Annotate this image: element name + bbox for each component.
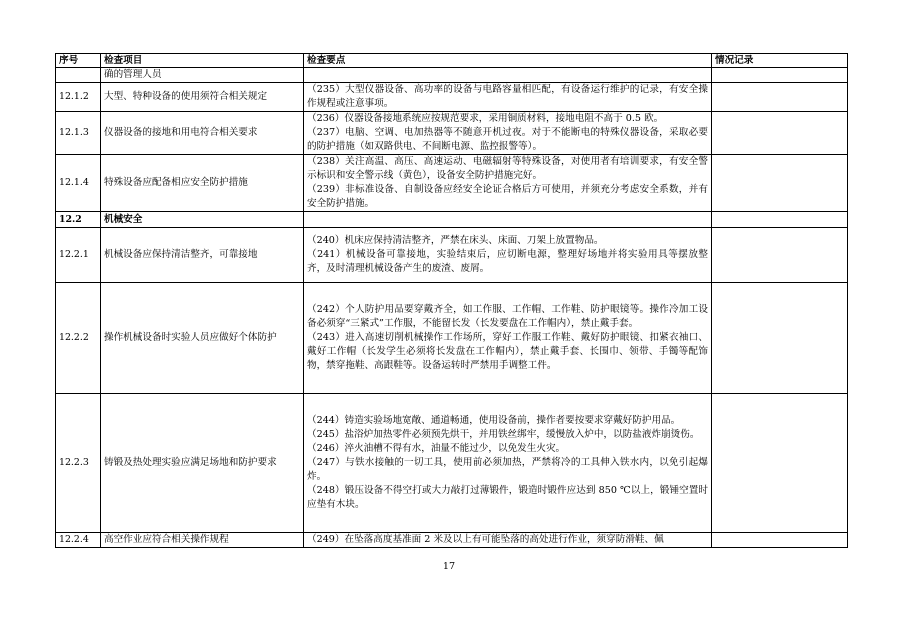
check-point: （244）铸造实验场地宽敞、通道畅通，使用设备前，操作者要按要求穿戴好防护用品。 [307,415,681,426]
row-points [304,394,712,533]
check-point: （238）关注高温、高压、高速运动、电磁辐射等特殊设备，对使用者有培训要求，有安全警示标识和安全警示线（黄色），设备安全防护措施完好。 [307,156,708,181]
row-record [712,83,848,112]
header-item: 检查项目 [101,54,304,68]
check-point: （247）与铁水接触的一切工具，使用前必须加热，严禁将冷的工具伸入铁水内，以免引起爆炸。 [307,457,708,482]
row-record [712,533,848,548]
row-points [304,112,712,155]
row-seq: 12.2.4 [56,533,101,548]
row-points [304,212,712,228]
row-points [304,68,712,83]
row-points [304,228,712,283]
row-item: 机械安全 [101,212,304,228]
row-seq: 12.2.1 [56,228,101,283]
row-record [712,394,848,533]
check-point: （246）淬火油槽不得有水，油量不能过少，以免发生火灾。 [307,443,566,454]
page-number: 17 [442,561,456,572]
inspection-table [55,53,848,548]
row-item: 铸锻及热处理实验应满足场地和防护要求 [101,394,304,533]
row-item: 机械设备应保持清洁整齐，可靠接地 [101,228,304,283]
header-points: 检查要点 [304,54,712,68]
table-row [56,533,848,548]
row-points [304,533,712,548]
row-seq: 12.2 [56,212,101,228]
table-row [56,155,848,212]
table-row [56,83,848,112]
row-item: 仪器设备的接地和用电符合相关要求 [101,112,304,155]
row-seq: 12.1.3 [56,112,101,155]
table-row [56,394,848,533]
row-item: 高空作业应符合相关操作规程 [101,533,304,548]
row-record [712,283,848,394]
row-item: 大型、特种设备的使用须符合相关规定 [101,83,304,112]
row-item: 操作机械设备时实验人员应做好个体防护 [101,283,304,394]
row-seq: 12.1.2 [56,83,101,112]
row-item: 特殊设备应配备相应安全防护措施 [101,155,304,212]
row-record [712,112,848,155]
row-points [304,283,712,394]
row-record [712,155,848,212]
check-point: （243）进入高速切削机械操作工作场所，穿好工作服工作鞋、戴好防护眼镜、扣紧衣袖口、戴好工作帽（长发学生必须将长发盘在工作帽内），禁止戴手套、长围巾、领带、手镯等配饰物，禁穿拖鞋、高跟鞋等。设备运转时严禁用手调整工件。 [307,332,708,371]
check-point: （241）机械设备可靠接地，实验结束后，应切断电源，整理好场地并将实验用具等摆放整齐，及时清理机械设备产生的废渣、废屑。 [307,249,708,274]
check-point: （248）锻压设备不得空打或大力敲打过薄锻件，锻造时锻件应达到 850 ℃以上，锻锤空置时应垫有木块。 [307,485,708,510]
table-row [56,68,848,83]
row-points [304,155,712,212]
header-record: 情况记录 [712,54,848,68]
row-record [712,212,848,228]
header-seq: 序号 [56,54,101,68]
check-point: （236）仪器设备接地系统应按规范要求，采用铜质材料，接地电阻不高于 0.5 欧。 [307,113,664,124]
section-row [56,212,848,228]
check-point: （249）在坠落高度基准面 2 米及以上有可能坠落的高处进行作业，须穿防滑鞋、佩 [307,534,664,545]
row-record [712,68,848,83]
check-point: （239）非标准设备、自制设备应经安全论证合格后方可使用，并须充分考虑安全系数，并有安全防护措施。 [307,184,708,209]
check-point: （242）个人防护用品要穿戴齐全，如工作服、工作帽、工作鞋、防护眼镜等。操作冷加工设备必须穿“三紧式”工作服，不能留长发（长发要盘在工作帽内），禁止戴手套。 [307,304,708,329]
table-header-row [56,54,848,68]
table-row [56,112,848,155]
row-item: 确的管理人员 [101,68,304,83]
row-seq: 12.2.2 [56,283,101,394]
table-row [56,228,848,283]
row-points [304,83,712,112]
row-record [712,228,848,283]
check-point: （245）盐浴炉加热零件必须预先烘干，并用铁丝绑牢，缓慢放入炉中，以防盐液炸崩烫伤。 [307,429,700,440]
row-seq: 12.1.4 [56,155,101,212]
check-point: （235）大型仪器设备、高功率的设备与电路容量相匹配，有设备运行维护的记录，有安全操作规程或注意事项。 [307,84,708,109]
check-point: （240）机床应保持清洁整齐，严禁在床头、床面、刀架上放置物品。 [307,235,604,246]
check-point: （237）电脑、空调、电加热器等不随意开机过夜。对于不能断电的特殊仪器设备，采取必要的防护措施（如双路供电、不间断电源、监控报警等）。 [307,127,708,152]
row-seq: 12.2.3 [56,394,101,533]
table-row [56,283,848,394]
row-seq [56,68,101,83]
